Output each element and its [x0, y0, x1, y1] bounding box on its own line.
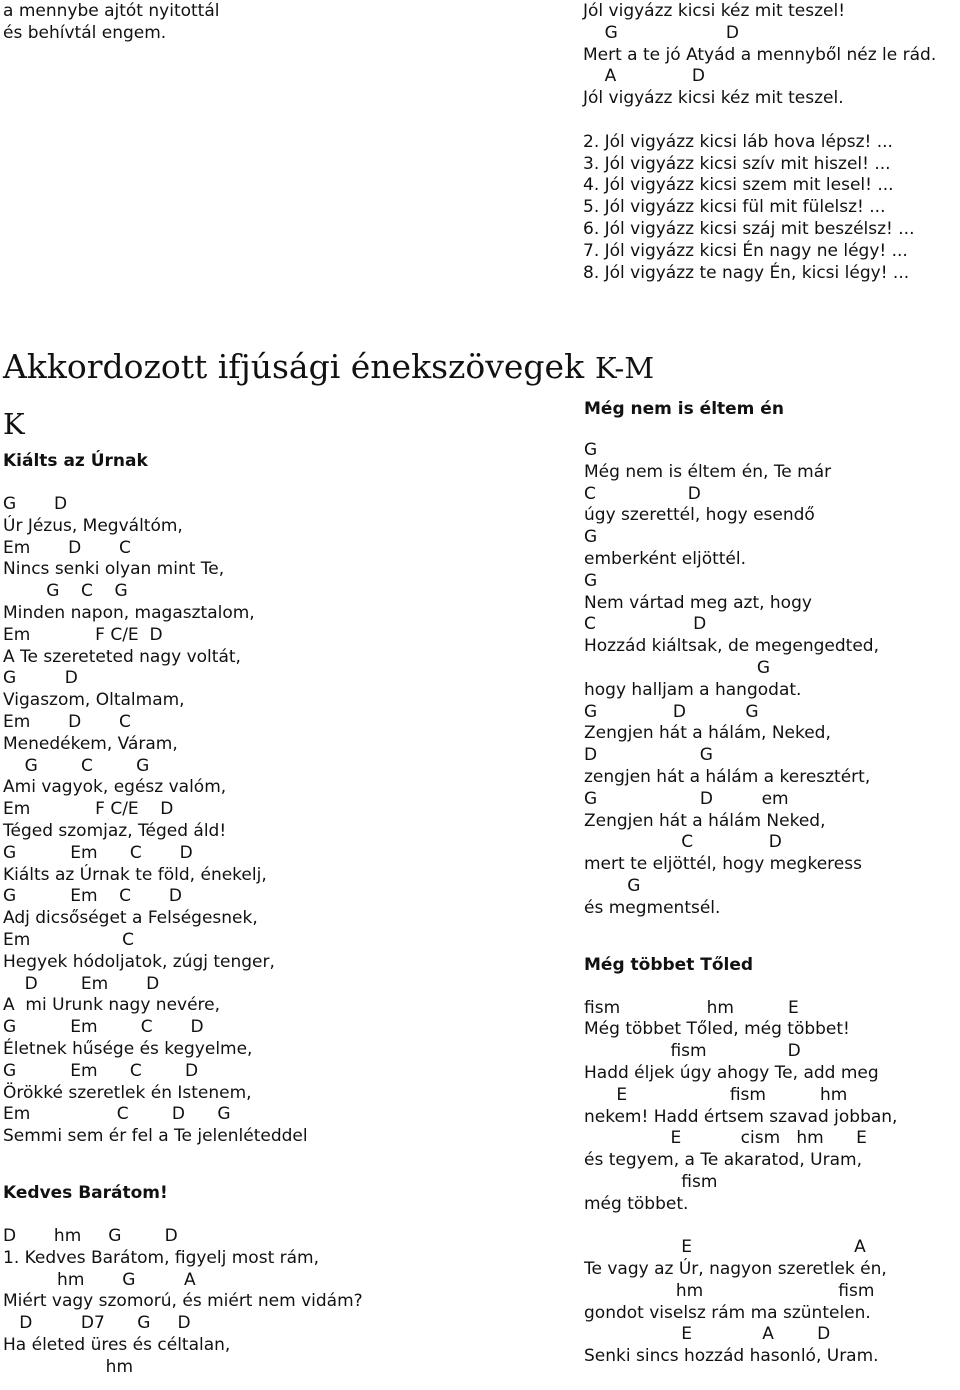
lyric-line: Még többet Tőled, még többet! [584, 1019, 850, 1040]
chord-line: G C G [3, 581, 128, 602]
lyric-line: gondot viselsz rám ma szüntelen. [584, 1302, 871, 1323]
top-left-lyrics [3, 1, 333, 45]
lyric-line: Nincs senki olyan mint Te, [3, 559, 225, 580]
chord-line: G D [3, 668, 78, 689]
lyric-line: Hegyek hódoljatok, zúgj tenger, [3, 951, 275, 972]
lyric-line: a mennybe ajtót nyitottál [3, 1, 220, 21]
chord-line: hm G A [3, 1269, 196, 1290]
verse-line: 2. Jól vigyázz kicsi láb hova lépsz! ... [583, 131, 893, 152]
chord-line: Em F C/E D [3, 624, 163, 645]
section-header-k: K [3, 407, 25, 441]
lyric-line: Adj dicsőséget a Felségesnek, [3, 908, 258, 929]
chord-line: C D [584, 832, 782, 853]
verse-line: 7. Jól vigyázz kicsi Én nagy ne légy! ... [583, 240, 908, 261]
chord-line: G D em [584, 788, 789, 809]
lyric-line: és behívtál engem. [3, 22, 167, 43]
chord-line: hm [3, 1356, 134, 1377]
song-title: Még nem is éltem én [584, 399, 784, 419]
blank-line [584, 1216, 958, 1238]
chord-line: Em C [3, 929, 135, 950]
lyric-line: még többet. [584, 1193, 689, 1214]
lyric-line: Te vagy az Úr, nagyon szeretlek én, [584, 1259, 887, 1280]
lyric-line: és tegyem, a Te akaratod, Uram, [584, 1150, 862, 1171]
chord-line: G Em C D [3, 1017, 204, 1038]
lyric-line: Semmi sem ér fel a Te jelenléteddel [3, 1126, 308, 1147]
chord-line: G D [3, 494, 68, 514]
chord-line: D G [584, 745, 713, 766]
page-title: Akkordozott ifjúsági énekszövegek [3, 347, 585, 386]
chord-line: fism hm E [584, 997, 799, 1018]
chord-line: G Em C D [3, 842, 193, 863]
verse-line: 4. Jól vigyázz kicsi szem mit lesel! ... [583, 175, 894, 196]
chord-line: G [584, 440, 598, 460]
song-kialts-az-urnak [3, 494, 563, 1148]
chord-line: fism D [584, 1041, 801, 1062]
chord-line: G [584, 527, 598, 548]
lyric-line: Jól vigyázz kicsi kéz mit teszel! [583, 1, 846, 21]
chord-line: A D [583, 66, 705, 87]
lyric-line: Életnek hűsége és kegyelme, [3, 1038, 253, 1059]
lyric-line: nekem! Hadd értsem szavad jobban, [584, 1106, 898, 1127]
chord-line: G Em C D [3, 886, 182, 907]
verse-line: 5. Jól vigyázz kicsi fül mit fülelsz! ... [583, 197, 886, 218]
lyric-line: Minden napon, magasztalom, [3, 602, 255, 623]
chord-line: G C G [3, 755, 150, 776]
lyric-line: Örökké szeretlek én Istenem, [3, 1082, 252, 1103]
lyric-line: Miért vagy szomorú, és miért nem vidám? [3, 1291, 363, 1312]
chord-line: Em D C [3, 711, 131, 732]
chord-line: E fism hm [584, 1084, 848, 1105]
chord-line: D Em D [3, 973, 160, 994]
lyric-line: Kiálts az Úrnak te föld, énekelj, [3, 864, 267, 885]
chord-line: E A D [584, 1324, 831, 1345]
left-column [3, 450, 563, 1378]
lyric-line: Téged szomjaz, Téged áld! [3, 820, 227, 841]
chord-line: G [584, 657, 771, 678]
lyric-line: Ha életed üres és céltalan, [3, 1334, 231, 1355]
chord-line: Em D C [3, 537, 131, 558]
song-title: Kedves Barátom! [3, 1182, 168, 1203]
lyric-line: 1. Kedves Barátom, figyelj most rám, [3, 1247, 320, 1268]
chord-line: E A [584, 1237, 866, 1258]
song-title: Kiálts az Úrnak [3, 451, 148, 471]
lyric-line: Hozzád kiáltsak, de megengedted, [584, 636, 880, 657]
chord-line: G [584, 570, 598, 591]
chord-line: fism [584, 1171, 718, 1192]
chord-line: G D [583, 22, 739, 43]
lyric-line: Ami vagyok, egész valóm, [3, 777, 227, 798]
chord-line: C D [584, 614, 707, 635]
verse-line: 6. Jól vigyázz kicsi száj mit beszélsz! ... [583, 218, 915, 239]
song-meg-nem-is-eltem-en [584, 440, 958, 920]
song-meg-tobbet-toled [584, 998, 958, 1369]
chord-line: G Em C D [3, 1060, 199, 1081]
lyric-line: A Te szereteted nagy voltát, [3, 646, 241, 667]
lyric-line: mert te eljöttél, hogy megkeress [584, 854, 862, 875]
lyric-line: Mert a te jó Atyád a mennyből néz le rád. [583, 44, 937, 65]
verse-line: 3. Jól vigyázz kicsi szív mit hiszel! ... [583, 153, 891, 174]
chord-line: E cism hm E [584, 1128, 867, 1149]
top-right-lyrics [583, 1, 958, 284]
lyric-line: zengjen hát a hálám a keresztért, [584, 766, 871, 787]
lyric-line: hogy halljam a hangodat. [584, 679, 802, 700]
lyric-line: Zengjen hát a hálám Neked, [584, 810, 826, 831]
lyric-line: és megmentsél. [584, 897, 721, 918]
lyric-line: Nem vártad meg azt, hogy [584, 592, 812, 613]
lyric-line: Vigaszom, Oltalmam, [3, 690, 185, 711]
lyric-line: úgy szerettél, hogy esendő [584, 505, 815, 526]
lyric-line: Még nem is éltem én, Te már [584, 461, 832, 482]
chord-line: G [584, 875, 641, 896]
lyric-line: A mi Urunk nagy nevére, [3, 995, 221, 1016]
chord-line: Em C D G [3, 1104, 231, 1125]
section-header-k-m: K-M [595, 351, 655, 385]
verse-line: 8. Jól vigyázz te nagy Én, kicsi légy! ... [583, 262, 910, 283]
song-title: Még többet Tőled [584, 954, 754, 975]
lyric-line: Hadd éljek úgy ahogy Te, add meg [584, 1062, 879, 1083]
lyric-line: Jól vigyázz kicsi kéz mit teszel. [583, 88, 844, 109]
song-kedves-baratom [3, 1226, 563, 1379]
lyric-line: Úr Jézus, Megváltóm, [3, 515, 183, 536]
chord-line: G D G [584, 701, 759, 722]
chord-line: D hm G D [3, 1225, 178, 1246]
chord-line: hm fism [584, 1280, 875, 1301]
right-column [584, 398, 958, 1368]
lyric-line: Zengjen hát a hálám, Neked, [584, 723, 831, 744]
lyric-line: Senki sincs hozzád hasonló, Uram. [584, 1346, 879, 1367]
lyric-line: emberként eljöttél. [584, 548, 747, 569]
lyric-line: Menedékem, Váram, [3, 733, 178, 754]
chord-line: C D [584, 483, 701, 504]
chord-line: Em F C/E D [3, 799, 174, 820]
chord-line: D D7 G D [3, 1313, 191, 1334]
